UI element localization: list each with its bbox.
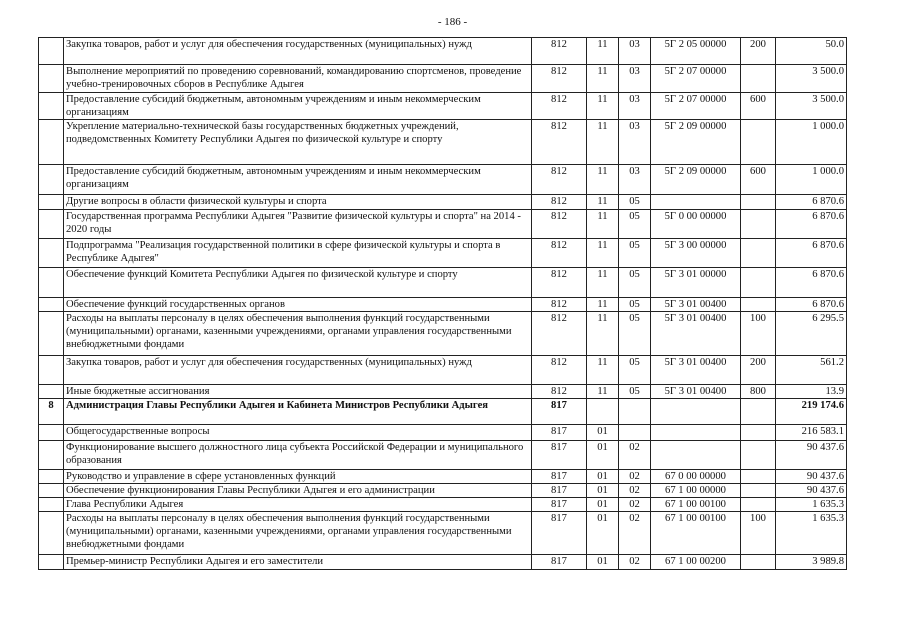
row-ved-code: 817: [532, 399, 587, 425]
row-target-article: 5Г 2 09 00000: [651, 120, 741, 165]
table-row: [39, 484, 847, 498]
table-row: [39, 38, 847, 65]
row-amount: 50.0: [776, 38, 847, 65]
row-subsection-code: [619, 425, 651, 441]
row-name: Функционирование высшего должностного лица субъекта Российской Федерации и муниципального образования: [64, 441, 532, 470]
row-section-code: 11: [587, 65, 619, 93]
row-expense-type: [741, 65, 776, 93]
row-subsection-code: 02: [619, 555, 651, 570]
row-ved-code: 812: [532, 38, 587, 65]
row-name: Закупка товаров, работ и услуг для обеспечения государственных (муниципальных) нужд: [64, 356, 532, 385]
row-subsection-code: 05: [619, 385, 651, 399]
row-amount: 3 500.0: [776, 93, 847, 120]
row-subsection-code: 02: [619, 470, 651, 484]
table-row: [39, 312, 847, 356]
row-ved-code: 812: [532, 195, 587, 210]
row-name: Расходы на выплаты персоналу в целях обеспечения выполнения функций государственными (муниципальными) органами, казенными учреждениями, органами управления государственными внебюджетными фондами: [64, 312, 532, 356]
budget-table: [38, 37, 847, 570]
row-target-article: 5Г 3 01 00000: [651, 268, 741, 298]
row-target-article: [651, 399, 741, 425]
row-name: Обеспечение функционирования Главы Республики Адыгея и его администрации: [64, 484, 532, 498]
row-section-code: 01: [587, 498, 619, 512]
page-number: - 186 -: [437, 16, 468, 28]
table-row: [39, 93, 847, 120]
row-expense-type: 100: [741, 312, 776, 356]
row-target-article: [651, 195, 741, 210]
table-row: [39, 239, 847, 268]
row-ved-code: 812: [532, 239, 587, 268]
row-number: [39, 239, 64, 268]
table-row: [39, 441, 847, 470]
row-subsection-code: 02: [619, 441, 651, 470]
row-subsection-code: 05: [619, 195, 651, 210]
row-number: [39, 484, 64, 498]
table-row: [39, 195, 847, 210]
row-number: [39, 165, 64, 195]
row-target-article: 5Г 3 01 00400: [651, 356, 741, 385]
row-section-code: 11: [587, 38, 619, 65]
row-subsection-code: 03: [619, 165, 651, 195]
row-section-code: 11: [587, 239, 619, 268]
table-row: [39, 120, 847, 165]
row-expense-type: [741, 470, 776, 484]
row-number: [39, 385, 64, 399]
row-ved-code: 812: [532, 93, 587, 120]
row-target-article: [651, 441, 741, 470]
row-target-article: 5Г 0 00 00000: [651, 210, 741, 239]
row-amount: 6 295.5: [776, 312, 847, 356]
row-section-code: 01: [587, 484, 619, 498]
table-row: [39, 385, 847, 399]
row-expense-type: 100: [741, 512, 776, 555]
row-amount: 90 437.6: [776, 470, 847, 484]
row-target-article: [651, 425, 741, 441]
row-name: Закупка товаров, работ и услуг для обеспечения государственных (муниципальных) нужд: [64, 38, 532, 65]
row-ved-code: 817: [532, 484, 587, 498]
row-section-code: 01: [587, 425, 619, 441]
row-ved-code: 812: [532, 165, 587, 195]
row-name: Обеспечение функций государственных органов: [64, 298, 532, 312]
row-subsection-code: 05: [619, 239, 651, 268]
table-row: [39, 498, 847, 512]
row-amount: 1 635.3: [776, 498, 847, 512]
row-subsection-code: 02: [619, 484, 651, 498]
row-target-article: 67 0 00 00000: [651, 470, 741, 484]
row-name: Предоставление субсидий бюджетным, автономным учреждениям и иным некоммерческим организациям: [64, 93, 532, 120]
row-ved-code: 817: [532, 498, 587, 512]
row-number: [39, 470, 64, 484]
row-subsection-code: [619, 399, 651, 425]
row-name: Другие вопросы в области физической культуры и спорта: [64, 195, 532, 210]
row-amount: 1 000.0: [776, 165, 847, 195]
row-expense-type: [741, 268, 776, 298]
row-name: Иные бюджетные ассигнования: [64, 385, 532, 399]
row-expense-type: [741, 195, 776, 210]
row-amount: 561.2: [776, 356, 847, 385]
row-expense-type: [741, 120, 776, 165]
table-row: [39, 512, 847, 555]
table-row: [39, 470, 847, 484]
row-expense-type: [741, 239, 776, 268]
row-name: Руководство и управление в сфере установленных функций: [64, 470, 532, 484]
row-ved-code: 812: [532, 385, 587, 399]
row-ved-code: 812: [532, 356, 587, 385]
table-row: [39, 298, 847, 312]
row-target-article: 5Г 2 07 00000: [651, 65, 741, 93]
table-row: [39, 165, 847, 195]
row-subsection-code: 05: [619, 210, 651, 239]
row-target-article: 5Г 3 01 00400: [651, 298, 741, 312]
row-target-article: 67 1 00 00200: [651, 555, 741, 570]
row-subsection-code: 02: [619, 512, 651, 555]
row-expense-type: [741, 484, 776, 498]
row-section-code: 11: [587, 298, 619, 312]
row-subsection-code: 05: [619, 298, 651, 312]
row-expense-type: 600: [741, 93, 776, 120]
row-ved-code: 817: [532, 441, 587, 470]
table-body: [39, 38, 847, 570]
row-target-article: 67 1 00 00100: [651, 512, 741, 555]
row-expense-type: [741, 441, 776, 470]
row-name: Администрация Главы Республики Адыгея и Кабинета Министров Республики Адыгея: [64, 399, 532, 425]
row-subsection-code: 03: [619, 93, 651, 120]
row-number: [39, 498, 64, 512]
row-ved-code: 812: [532, 120, 587, 165]
row-ved-code: 817: [532, 512, 587, 555]
row-ved-code: 812: [532, 268, 587, 298]
table-row: [39, 268, 847, 298]
row-amount: 216 583.1: [776, 425, 847, 441]
row-amount: 6 870.6: [776, 298, 847, 312]
row-amount: 6 870.6: [776, 210, 847, 239]
row-section-code: 11: [587, 312, 619, 356]
row-ved-code: 812: [532, 298, 587, 312]
row-amount: 6 870.6: [776, 239, 847, 268]
row-amount: 6 870.6: [776, 268, 847, 298]
row-amount: 90 437.6: [776, 484, 847, 498]
row-expense-type: [741, 425, 776, 441]
table-row: [39, 399, 847, 425]
row-target-article: 5Г 3 00 00000: [651, 239, 741, 268]
row-number: [39, 210, 64, 239]
row-amount: 13.9: [776, 385, 847, 399]
row-target-article: 5Г 2 05 00000: [651, 38, 741, 65]
row-ved-code: 812: [532, 65, 587, 93]
table-row: [39, 555, 847, 570]
row-expense-type: 600: [741, 165, 776, 195]
row-ved-code: 817: [532, 470, 587, 484]
row-ved-code: 812: [532, 312, 587, 356]
row-section-code: 11: [587, 268, 619, 298]
row-subsection-code: 02: [619, 498, 651, 512]
table-row: [39, 425, 847, 441]
row-subsection-code: 03: [619, 38, 651, 65]
row-section-code: 11: [587, 120, 619, 165]
row-number: [39, 312, 64, 356]
row-number: [39, 268, 64, 298]
row-amount: 219 174.6: [776, 399, 847, 425]
row-target-article: 67 1 00 00000: [651, 484, 741, 498]
row-target-article: 5Г 3 01 00400: [651, 312, 741, 356]
row-number: [39, 195, 64, 210]
table-row: [39, 210, 847, 239]
row-name: Глава Республики Адыгея: [64, 498, 532, 512]
row-amount: 6 870.6: [776, 195, 847, 210]
row-section-code: 01: [587, 441, 619, 470]
row-expense-type: [741, 399, 776, 425]
row-number: 8: [39, 399, 64, 425]
row-number: [39, 555, 64, 570]
row-target-article: 5Г 3 01 00400: [651, 385, 741, 399]
row-name: Расходы на выплаты персоналу в целях обеспечения выполнения функций государственными (муниципальными) органами, казенными учреждениями, органами управления государственными внебюджетными фондами: [64, 512, 532, 555]
row-target-article: 5Г 2 07 00000: [651, 93, 741, 120]
row-section-code: 11: [587, 93, 619, 120]
row-name: Обеспечение функций Комитета Республики Адыгея по физической культуре и спорту: [64, 268, 532, 298]
row-subsection-code: 05: [619, 356, 651, 385]
row-expense-type: [741, 555, 776, 570]
row-number: [39, 120, 64, 165]
row-amount: 90 437.6: [776, 441, 847, 470]
row-expense-type: 800: [741, 385, 776, 399]
row-name: Общегосударственные вопросы: [64, 425, 532, 441]
row-ved-code: 817: [532, 555, 587, 570]
row-number: [39, 93, 64, 120]
row-amount: 3 989.8: [776, 555, 847, 570]
row-section-code: [587, 399, 619, 425]
row-number: [39, 298, 64, 312]
row-amount: 1 635.3: [776, 512, 847, 555]
row-expense-type: 200: [741, 356, 776, 385]
row-number: [39, 356, 64, 385]
row-section-code: 11: [587, 195, 619, 210]
row-target-article: 67 1 00 00100: [651, 498, 741, 512]
row-name: Предоставление субсидий бюджетным, автономным учреждениям и иным некоммерческим организациям: [64, 165, 532, 195]
row-amount: 1 000.0: [776, 120, 847, 165]
row-section-code: 11: [587, 356, 619, 385]
row-amount: 3 500.0: [776, 65, 847, 93]
row-section-code: 01: [587, 512, 619, 555]
row-ved-code: 812: [532, 210, 587, 239]
row-target-article: 5Г 2 09 00000: [651, 165, 741, 195]
table-row: [39, 356, 847, 385]
row-subsection-code: 05: [619, 312, 651, 356]
row-name: Укрепление материально-технической базы государственных бюджетных учреждений, подведомственных Комитету Республики Адыгея по физической культуре и спорту: [64, 120, 532, 165]
row-section-code: 01: [587, 555, 619, 570]
row-section-code: 11: [587, 165, 619, 195]
row-number: [39, 512, 64, 555]
row-section-code: 11: [587, 210, 619, 239]
row-number: [39, 65, 64, 93]
row-section-code: 01: [587, 470, 619, 484]
row-name: Выполнение мероприятий по проведению соревнований, командированию спортсменов, проведение учебно-тренировочных сборов в Республике Адыгея: [64, 65, 532, 93]
row-name: Премьер-министр Республики Адыгея и его заместители: [64, 555, 532, 570]
row-name: Подпрограмма "Реализация государственной политики в сфере физической культуры и спорта в Республике Адыгея": [64, 239, 532, 268]
row-number: [39, 38, 64, 65]
row-expense-type: [741, 298, 776, 312]
row-expense-type: [741, 210, 776, 239]
row-subsection-code: 05: [619, 268, 651, 298]
row-section-code: 11: [587, 385, 619, 399]
row-expense-type: [741, 498, 776, 512]
row-ved-code: 817: [532, 425, 587, 441]
row-name: Государственная программа Республики Адыгея "Развитие физической культуры и спорта" на 2014 - 2020 годы: [64, 210, 532, 239]
row-subsection-code: 03: [619, 120, 651, 165]
row-subsection-code: 03: [619, 65, 651, 93]
table-row: [39, 65, 847, 93]
row-number: [39, 425, 64, 441]
row-expense-type: 200: [741, 38, 776, 65]
row-number: [39, 441, 64, 470]
